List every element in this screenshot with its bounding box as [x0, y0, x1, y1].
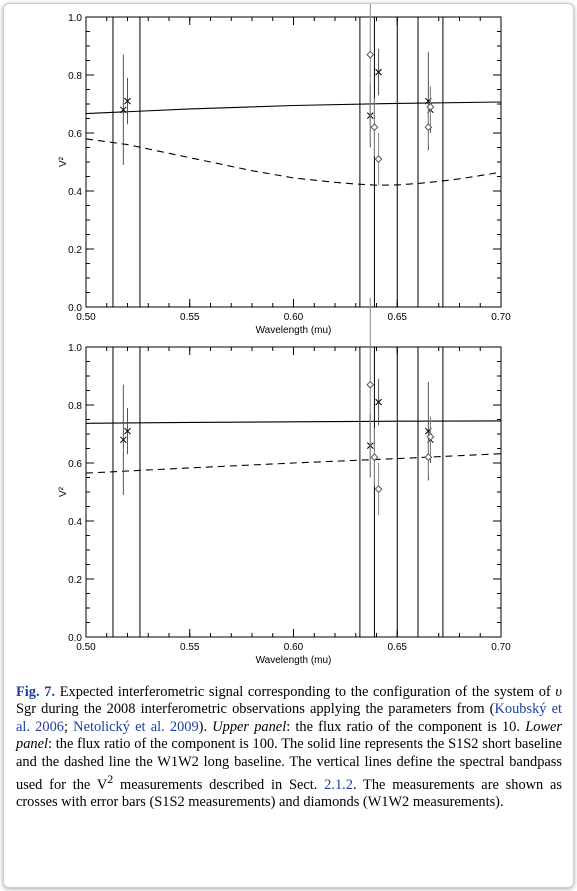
plot-frame — [86, 17, 501, 307]
s1s2-solid-curve — [86, 102, 501, 114]
caption-text-1: Expected interferometric signal corresponding to the configuration of the system of — [55, 684, 556, 700]
x-tick-label: 0.55 — [180, 642, 200, 653]
w1w2-dashed-curve — [86, 139, 501, 185]
figure-plots — [4, 4, 573, 684]
y-tick-label: 0.2 — [68, 245, 82, 256]
upper-panel-label: Upper panel — [212, 718, 287, 735]
y-tick-label: 0.0 — [68, 633, 82, 644]
x-tick-label: 0.55 — [180, 312, 200, 323]
caption-sep: ; — [63, 718, 74, 735]
caption-text-5: : the flux ratio of the component is 100. The solid line represents the S1S2 short baseline and the dashed line the W1W2 long baseline. The vertical lines define the spectral bandpass used for the V — [16, 736, 562, 793]
x-tick-label: 0.50 — [76, 312, 96, 323]
caption-text-7: . The measurements are shown as crosses with error bars (S1S2 measurements) and diamonds (W1W2 measurements). — [16, 776, 563, 811]
caption-superscript: 2 — [107, 772, 114, 787]
y-axis-label: V² — [58, 487, 69, 497]
y-tick-label: 0.8 — [68, 401, 82, 412]
y-tick-label: 0.6 — [68, 129, 82, 140]
y-tick-label: 0.8 — [68, 71, 82, 82]
ref-link-koubsky[interactable]: Koubský et al. 2006 — [16, 701, 563, 735]
lower-panel-label: Lower panel — [16, 718, 562, 753]
x-axis-label: Wavelength (mu) — [255, 325, 332, 336]
y-tick-label: 0.4 — [68, 187, 82, 198]
x-axis-label: Wavelength (mu) — [255, 655, 332, 666]
y-axis-label: V² — [58, 157, 69, 167]
figure-caption — [16, 684, 562, 812]
x-tick-label: 0.65 — [387, 642, 407, 653]
ref-link-netolicky[interactable]: Netolický et al. 2009 — [73, 718, 199, 735]
figure-frame — [3, 3, 574, 888]
lower-panel — [58, 298, 511, 666]
y-tick-label: 0.0 — [68, 303, 82, 314]
x-tick-label: 0.70 — [491, 312, 511, 323]
caption-greek: υ — [555, 684, 562, 700]
w1w2-dashed-curve — [86, 454, 501, 473]
s1s2-solid-curve — [86, 421, 501, 423]
x-tick-label: 0.60 — [283, 642, 304, 653]
w1w2-diamond-marker — [371, 124, 377, 130]
x-tick-label: 0.65 — [387, 312, 407, 323]
plot-frame — [86, 347, 501, 637]
y-tick-label: 0.4 — [68, 517, 82, 528]
y-tick-label: 0.6 — [68, 459, 82, 470]
y-tick-label: 1.0 — [68, 13, 82, 24]
x-tick-label: 0.50 — [76, 642, 96, 653]
caption-text-3: ). — [198, 718, 213, 735]
y-tick-label: 1.0 — [68, 343, 82, 354]
w1w2-diamond-marker — [367, 382, 373, 388]
upper-panel — [58, 4, 511, 336]
caption-text-4: : the flux ratio of the component is 10. — [286, 718, 526, 735]
caption-text-6: measurements described in Sect. — [113, 776, 325, 793]
section-link[interactable]: 2.1.2 — [324, 776, 353, 793]
w1w2-diamond-marker — [375, 156, 381, 162]
fig-label[interactable]: Fig. 7. — [16, 684, 56, 700]
caption-text-2: Sgr during the 2008 interferometric observations applying the parameters from ( — [16, 701, 495, 718]
y-tick-label: 0.2 — [68, 575, 82, 586]
w1w2-diamond-marker — [375, 486, 381, 492]
x-tick-label: 0.60 — [283, 312, 304, 323]
x-tick-label: 0.70 — [491, 642, 511, 653]
w1w2-diamond-marker — [367, 52, 373, 58]
